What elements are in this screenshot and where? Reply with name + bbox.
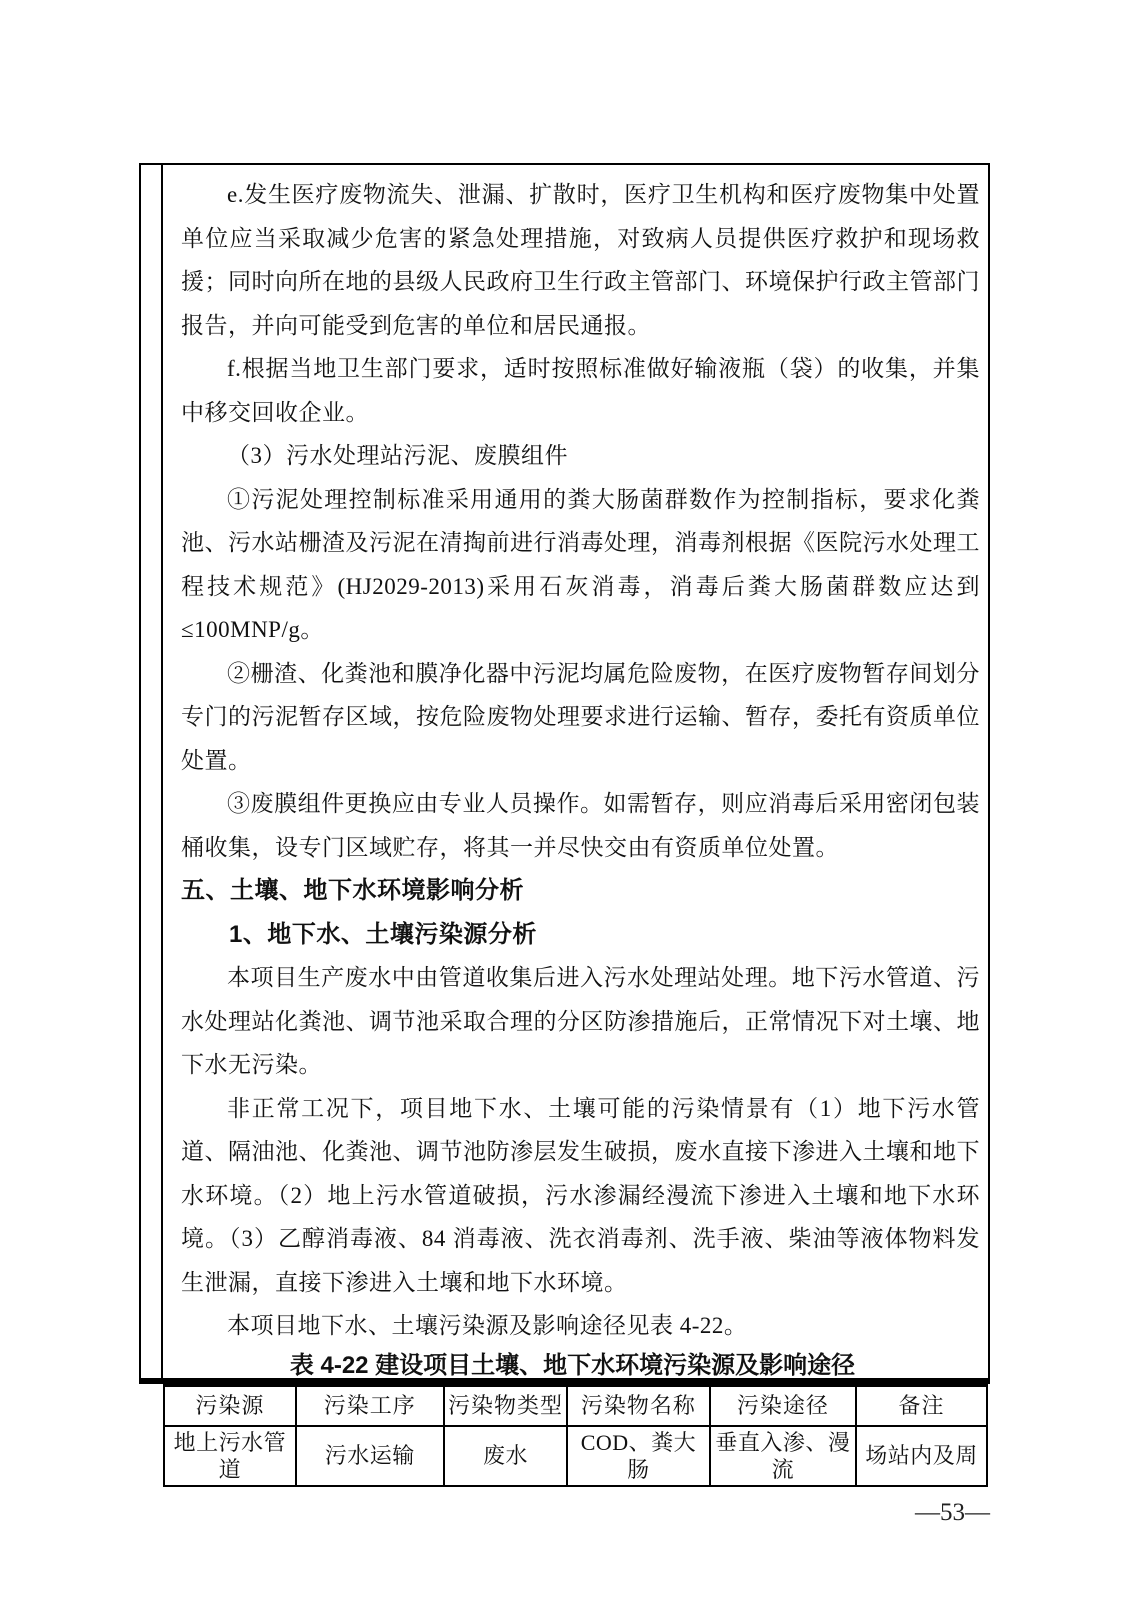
table-title: 表 4-22 建设项目土壤、地下水环境污染源及影响途径: [289, 1351, 856, 1379]
frame-left-column: [141, 165, 163, 1378]
table-header-cell-4: 污染物名称: [567, 1385, 709, 1426]
paragraph-2: f.根据当地卫生部门要求，适时按照标准做好输液瓶（袋）的收集，并集中移交回收企业。: [181, 356, 980, 425]
table-header-cell-6: 备注: [856, 1385, 987, 1426]
form-frame: [139, 163, 990, 1482]
paragraph-8: 1、地下水、土壤污染源分析: [229, 920, 537, 948]
paragraph-10: 非正常工况下，项目地下水、土壤可能的污染情景有（1）地下污水管道、隔油池、化粪池、调节池防渗层发生破损，废水直接下渗进入土壤和地下水环境。（2）地上污水管道破损，污水渗漏经漫流下渗进入土壤和地下水环境。（3）乙醇消毒液、84 消毒液、洗衣消毒剂、洗手液、柴油等液体物料发生泄漏，直接下渗进入土壤和地下水环境。: [181, 1095, 980, 1295]
paragraph-7: 五、土壤、地下水环境影响分析: [181, 877, 524, 904]
table-row-1: [164, 1426, 987, 1486]
table-header-row: [164, 1385, 987, 1426]
table-cell-1-3: 废水: [444, 1426, 567, 1486]
table-cell-1-5: 垂直入渗、漫流: [710, 1426, 856, 1486]
paragraph-9: 本项目生产废水中由管道收集后进入污水处理站处理。地下污水管道、污水处理站化粪池、调节池采取合理的分区防渗措施后，正常情况下对土壤、地下水无污染。: [181, 965, 980, 1077]
pollution-source-table: [163, 1384, 988, 1487]
table-header-cell-5: 污染途径: [710, 1385, 856, 1426]
table-cell-1-1: 地上污水管道: [164, 1426, 296, 1486]
body-text-block: [163, 165, 988, 1348]
paragraph-6: ③废膜组件更换应由专业人员操作。如需暂存，则应消毒后采用密闭包装桶收集，设专门区域贮存，将其一并尽快交由有资质单位处置。: [181, 791, 980, 860]
page-number: —53—: [915, 1499, 990, 1526]
table-cell-1-4: COD、粪大肠: [567, 1426, 709, 1486]
table-cell-1-6: 场站内及周: [856, 1426, 987, 1486]
table-cell-1-2: 污水运输: [296, 1426, 444, 1486]
table-header-cell-3: 污染物类型: [444, 1385, 567, 1426]
paragraph-1: e.发生医疗废物流失、泄漏、扩散时，医疗卫生机构和医疗废物集中处置单位应当采取减少危害的紧急处理措施，对致病人员提供医疗救护和现场救援；同时向所在地的县级人民政府卫生行政主管部门、环境保护行政主管部门报告，并向可能受到危害的单位和居民通报。: [181, 182, 980, 338]
paragraph-4: ①污泥处理控制标准采用通用的粪大肠菌群数作为控制指标，要求化粪池、污水站栅渣及污泥在清掏前进行消毒处理，消毒剂根据《医院污水处理工程技术规范》(HJ2029-2013)采用石灰消毒，消毒后粪大肠菌群数应达到≤100MNP/g。: [181, 486, 980, 642]
paragraph-3: （3）污水处理站污泥、废膜组件: [227, 443, 568, 468]
table-body: [164, 1426, 987, 1486]
frame-content: [163, 165, 988, 1482]
paragraph-5: ②栅渣、化粪池和膜净化器中污泥均属危险废物，在医疗废物暂存间划分专门的污泥暂存区域，按危险废物处理要求进行运输、暂存，委托有资质单位处置。: [181, 660, 980, 773]
table-header-cell-2: 污染工序: [296, 1385, 444, 1426]
paragraph-11: 本项目地下水、土壤污染源及影响途径见表 4-22。: [227, 1313, 748, 1338]
table-header-cell-1: 污染源: [164, 1385, 296, 1426]
